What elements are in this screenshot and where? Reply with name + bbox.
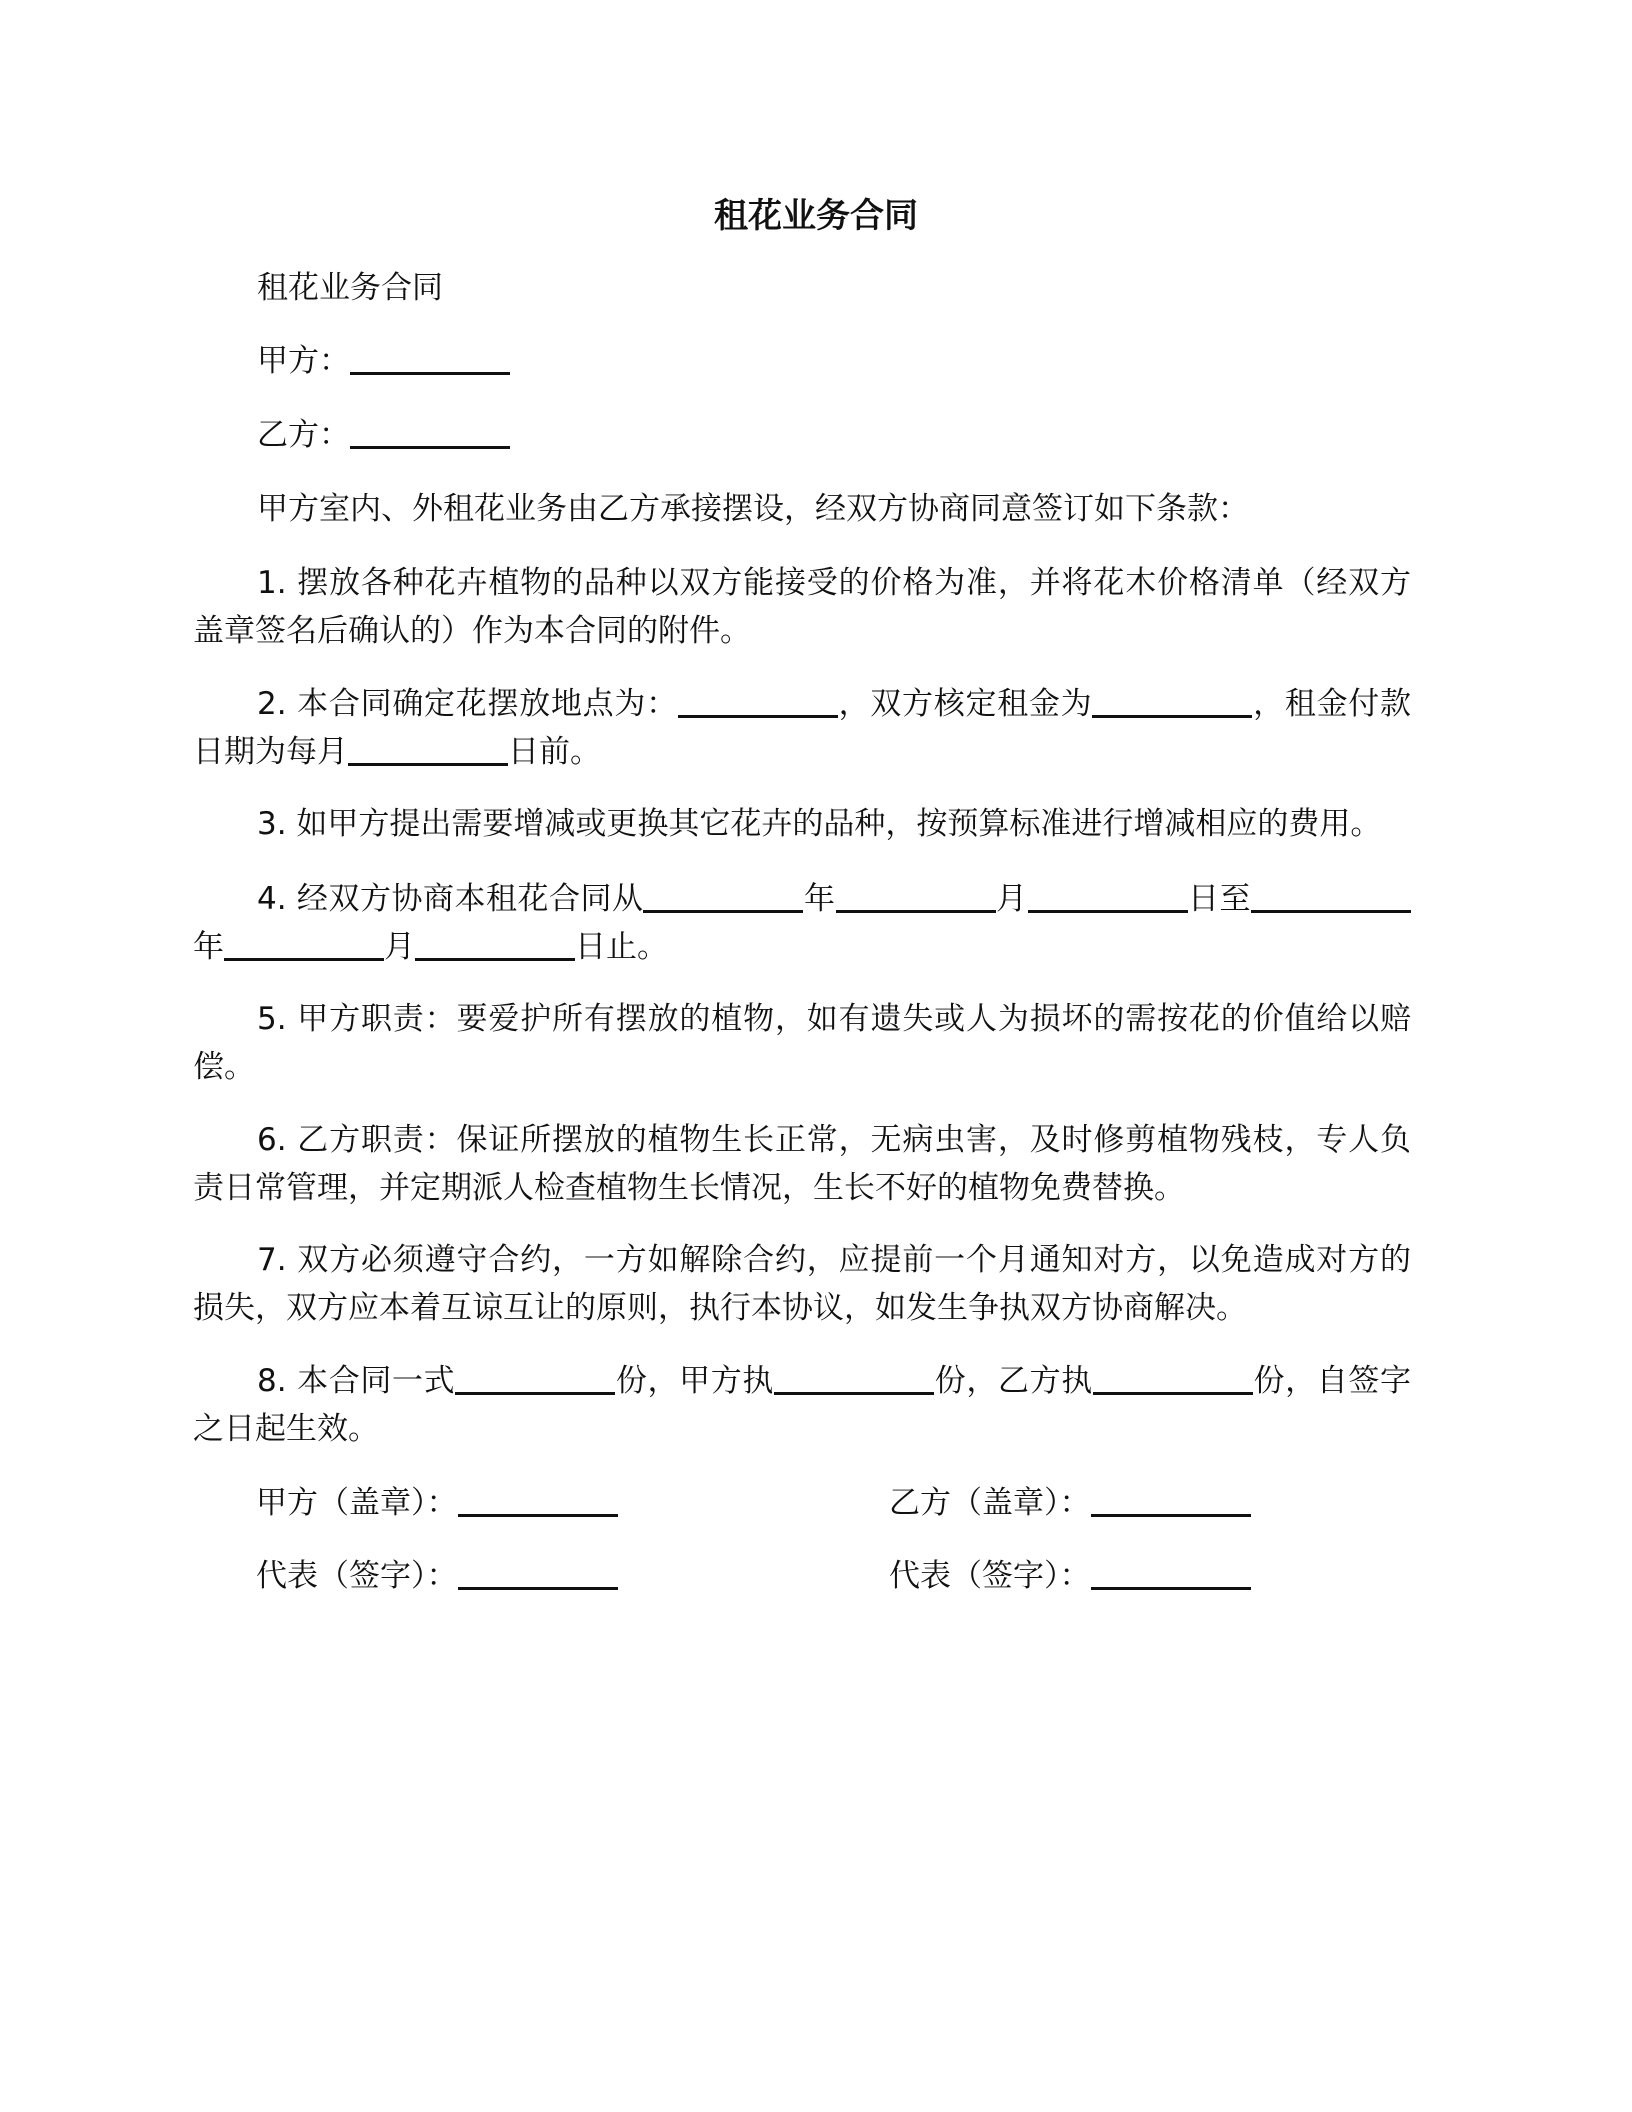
fill-in-blank[interactable]: [774, 1362, 934, 1395]
document-title: 租花业务合同: [714, 196, 918, 236]
party-b-seal-line: [889, 1479, 1251, 1527]
party-b: [193, 411, 1411, 459]
paragraph-text: 2. 本合同确定花摆放地点为：: [257, 686, 678, 722]
clause-8: [193, 1357, 1411, 1453]
party-b-rep-blank[interactable]: [1091, 1557, 1251, 1590]
paragraph-text: 月: [384, 929, 415, 965]
clause-5: [193, 995, 1411, 1091]
fill-in-blank[interactable]: [1028, 880, 1188, 913]
party-a-seal-label: 甲方（盖章）：: [256, 1485, 458, 1521]
fill-in-blank[interactable]: [350, 416, 510, 449]
clause-6: [193, 1116, 1411, 1212]
paragraph-text: 年: [193, 929, 224, 965]
party-a-rep-blank[interactable]: [458, 1557, 618, 1590]
fill-in-blank[interactable]: [1251, 880, 1411, 913]
fill-in-blank[interactable]: [643, 880, 803, 913]
fill-in-blank[interactable]: [1092, 685, 1252, 718]
paragraph-text: ，租金付款日期为每月: [193, 686, 1412, 770]
party-b-rep-line: [889, 1552, 1251, 1600]
party-a-rep-label: 代表（签字）：: [256, 1558, 458, 1594]
paragraph-text: 1. 摆放各种花卉植物的品种以双方能接受的价格为准，并将花木价格清单（经双方盖章签名后确认的）作为本合同的附件。: [193, 565, 1411, 649]
clause-1: [193, 559, 1411, 655]
paragraph-text: 甲方室内、外租花业务由乙方承接摆设，经双方协商同意签订如下条款：: [257, 491, 1249, 527]
paragraph-text: 月: [995, 881, 1028, 917]
fill-in-blank[interactable]: [350, 342, 510, 375]
paragraph-text: 甲方：: [257, 343, 350, 379]
paragraph-text: 3. 如甲方提出需要增减或更换其它花卉的品种，按预算标准进行增减相应的费用。: [257, 806, 1382, 842]
party-b-seal-blank[interactable]: [1091, 1484, 1251, 1517]
clause-4: [193, 875, 1411, 971]
paragraph-text: 租花业务合同: [257, 270, 443, 306]
paragraph-text: 8. 本合同一式: [257, 1363, 456, 1399]
intro: [193, 485, 1411, 533]
party-a: [193, 337, 1411, 385]
paragraph-text: 日前。: [508, 734, 601, 770]
party-a-seal-line: [256, 1479, 618, 1527]
subtitle: [193, 264, 1411, 312]
fill-in-blank[interactable]: [678, 685, 838, 718]
party-b-seal-label: 乙方（盖章）：: [889, 1485, 1091, 1521]
fill-in-blank[interactable]: [348, 733, 508, 766]
fill-in-blank[interactable]: [224, 928, 384, 961]
paragraph-text: 4. 经双方协商本租花合同从: [257, 881, 644, 917]
paragraph-text: 年: [803, 881, 836, 917]
party-a-seal-blank[interactable]: [458, 1484, 618, 1517]
paragraph-text: 份，乙方执: [934, 1363, 1093, 1399]
paragraph-text: 5. 甲方职责：要爱护所有摆放的植物，如有遗失或人为损坏的需按花的价值给以赔偿。: [193, 1001, 1411, 1085]
fill-in-blank[interactable]: [415, 928, 575, 961]
clause-2: [193, 680, 1411, 776]
fill-in-blank[interactable]: [1093, 1362, 1253, 1395]
paragraph-text: 6. 乙方职责：保证所摆放的植物生长正常，无病虫害，及时修剪植物残枝，专人负责日常管理，并定期派人检查植物生长情况，生长不好的植物免费替换。: [193, 1122, 1411, 1206]
paragraph-text: 乙方：: [257, 417, 350, 453]
party-b-rep-label: 代表（签字）：: [889, 1558, 1091, 1594]
paragraph-text: 日止。: [575, 929, 668, 965]
paragraph-text: ，双方核定租金为: [837, 686, 1093, 722]
paragraph-text: 7. 双方必须遵守合约，一方如解除合约，应提前一个月通知对方，以免造成对方的损失，双方应本着互谅互让的原则，执行本协议，如发生争执双方协商解决。: [193, 1242, 1411, 1326]
clause-7: [193, 1236, 1411, 1332]
paragraph-text: 份，甲方执: [615, 1363, 775, 1399]
paragraph-text: 份，自签字之日起生效。: [193, 1363, 1412, 1447]
paragraph-text: 日至: [1187, 881, 1252, 917]
fill-in-blank[interactable]: [455, 1362, 615, 1395]
clause-3: [193, 800, 1411, 848]
party-a-rep-line: [256, 1552, 618, 1600]
fill-in-blank[interactable]: [836, 880, 996, 913]
